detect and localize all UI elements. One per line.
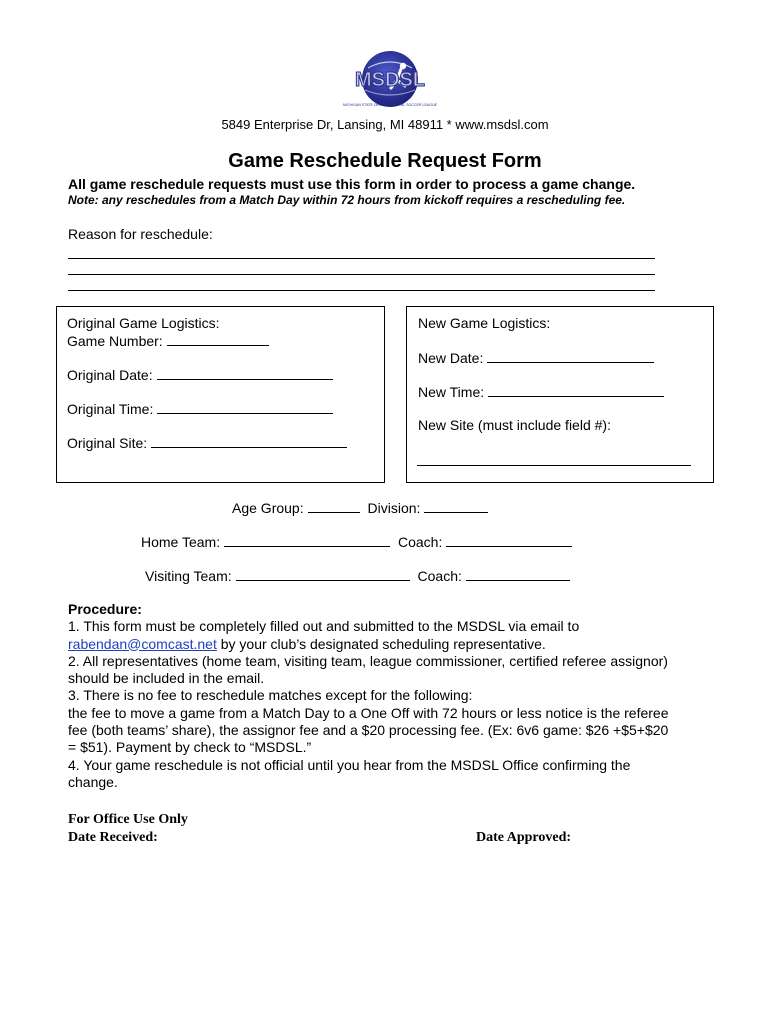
age-group-input[interactable] xyxy=(308,499,360,513)
new-time-field xyxy=(418,383,664,400)
procedure-item-4: 4. Your game reschedule is not official until you hear from the MSDSL Office confirming the change. xyxy=(68,756,631,790)
reason-label: Reason for reschedule: xyxy=(68,226,213,242)
home-team-label: Home Team: xyxy=(141,534,221,550)
date-approved-label: Date Approved: xyxy=(476,830,572,845)
procedure-section xyxy=(68,601,678,791)
original-time-field xyxy=(67,400,333,417)
new-time-label: New Time: xyxy=(418,384,485,400)
logo-tagline: MICHIGAN STATE DEVELOPMENTAL SOCCER LEAGUE xyxy=(342,103,438,107)
new-date-input[interactable] xyxy=(487,349,654,363)
division-input[interactable] xyxy=(424,499,488,513)
procedure-heading: Procedure: xyxy=(68,601,142,617)
original-time-label: Original Time: xyxy=(67,401,154,417)
address: 5849 Enterprise Dr, Lansing, MI 48911 * www.msdsl.com xyxy=(221,117,549,132)
procedure-item-1-rest: by your club’s designated scheduling representative. xyxy=(216,635,546,652)
original-date-label: Original Date: xyxy=(67,367,153,383)
age-division-row xyxy=(232,499,488,516)
home-team-input[interactable] xyxy=(224,533,390,547)
age-group-label: Age Group: xyxy=(232,500,304,516)
new-site-label: New Site (must include field #): xyxy=(418,417,611,433)
original-heading: Original Game Logistics: xyxy=(67,315,220,331)
new-site-input[interactable] xyxy=(417,465,691,466)
requirement-text: All game reschedule requests must use this form in order to process a game change. xyxy=(68,176,636,192)
original-site-field xyxy=(67,434,347,451)
reason-line-1[interactable] xyxy=(68,258,655,259)
reason-line-3[interactable] xyxy=(68,290,655,291)
procedure-item-3: 3. There is no fee to reschedule matches except for the following: xyxy=(68,687,473,704)
visiting-coach-label: Coach: xyxy=(417,568,462,584)
original-date-field xyxy=(67,366,333,383)
new-logistics-box xyxy=(406,306,714,483)
home-coach-label: Coach: xyxy=(398,534,443,550)
visiting-team-label: Visiting Team: xyxy=(145,568,232,584)
reason-line-2[interactable] xyxy=(68,274,655,275)
new-heading: New Game Logistics: xyxy=(418,315,551,331)
new-date-field xyxy=(418,349,654,366)
visiting-coach-input[interactable] xyxy=(466,567,570,581)
original-time-input[interactable] xyxy=(157,400,333,414)
procedure-item-1 xyxy=(68,618,678,653)
msdsl-logo xyxy=(335,50,445,112)
email-link[interactable]: rabendan@comcast.net xyxy=(68,635,217,652)
game-number-field xyxy=(67,332,269,349)
visiting-team-row xyxy=(145,567,570,584)
division-label: Division: xyxy=(367,500,421,516)
original-date-input[interactable] xyxy=(157,366,333,380)
original-logistics-box xyxy=(56,306,385,483)
office-use-heading: For Office Use Only xyxy=(68,812,188,827)
logo-wordmark: MSDSL xyxy=(355,69,425,91)
game-number-label: Game Number: xyxy=(67,333,163,349)
game-number-input[interactable] xyxy=(167,332,269,346)
home-coach-input[interactable] xyxy=(446,533,572,547)
new-time-input[interactable] xyxy=(488,383,664,397)
home-team-row xyxy=(141,533,572,550)
procedure-item-3-detail: the fee to move a game from a Match Day to a One Off with 72 hours or less notice is the referee fee (both teams’ share), the assignor fee and a $20 processing fee. (Ex: 6v6 game: $26 +$5+$20 = $51). Payment by check to “MSDSL.” xyxy=(68,704,669,756)
original-site-label: Original Site: xyxy=(67,435,148,451)
new-date-label: New Date: xyxy=(418,350,484,366)
date-received-label: Date Received: xyxy=(68,830,158,845)
visiting-team-input[interactable] xyxy=(236,567,410,581)
procedure-item-2: 2. All representatives (home team, visiting team, league commissioner, certified referee assignor) should be included in the email. xyxy=(68,652,668,687)
page-title: Game Reschedule Request Form xyxy=(228,150,542,172)
original-site-input[interactable] xyxy=(151,434,347,448)
fee-note: Note: any reschedules from a Match Day within 72 hours from kickoff requires a rescheduling fee. xyxy=(68,193,626,207)
procedure-item-1-text: 1. This form must be completely filled out and submitted to the MSDSL via email to xyxy=(68,618,580,635)
